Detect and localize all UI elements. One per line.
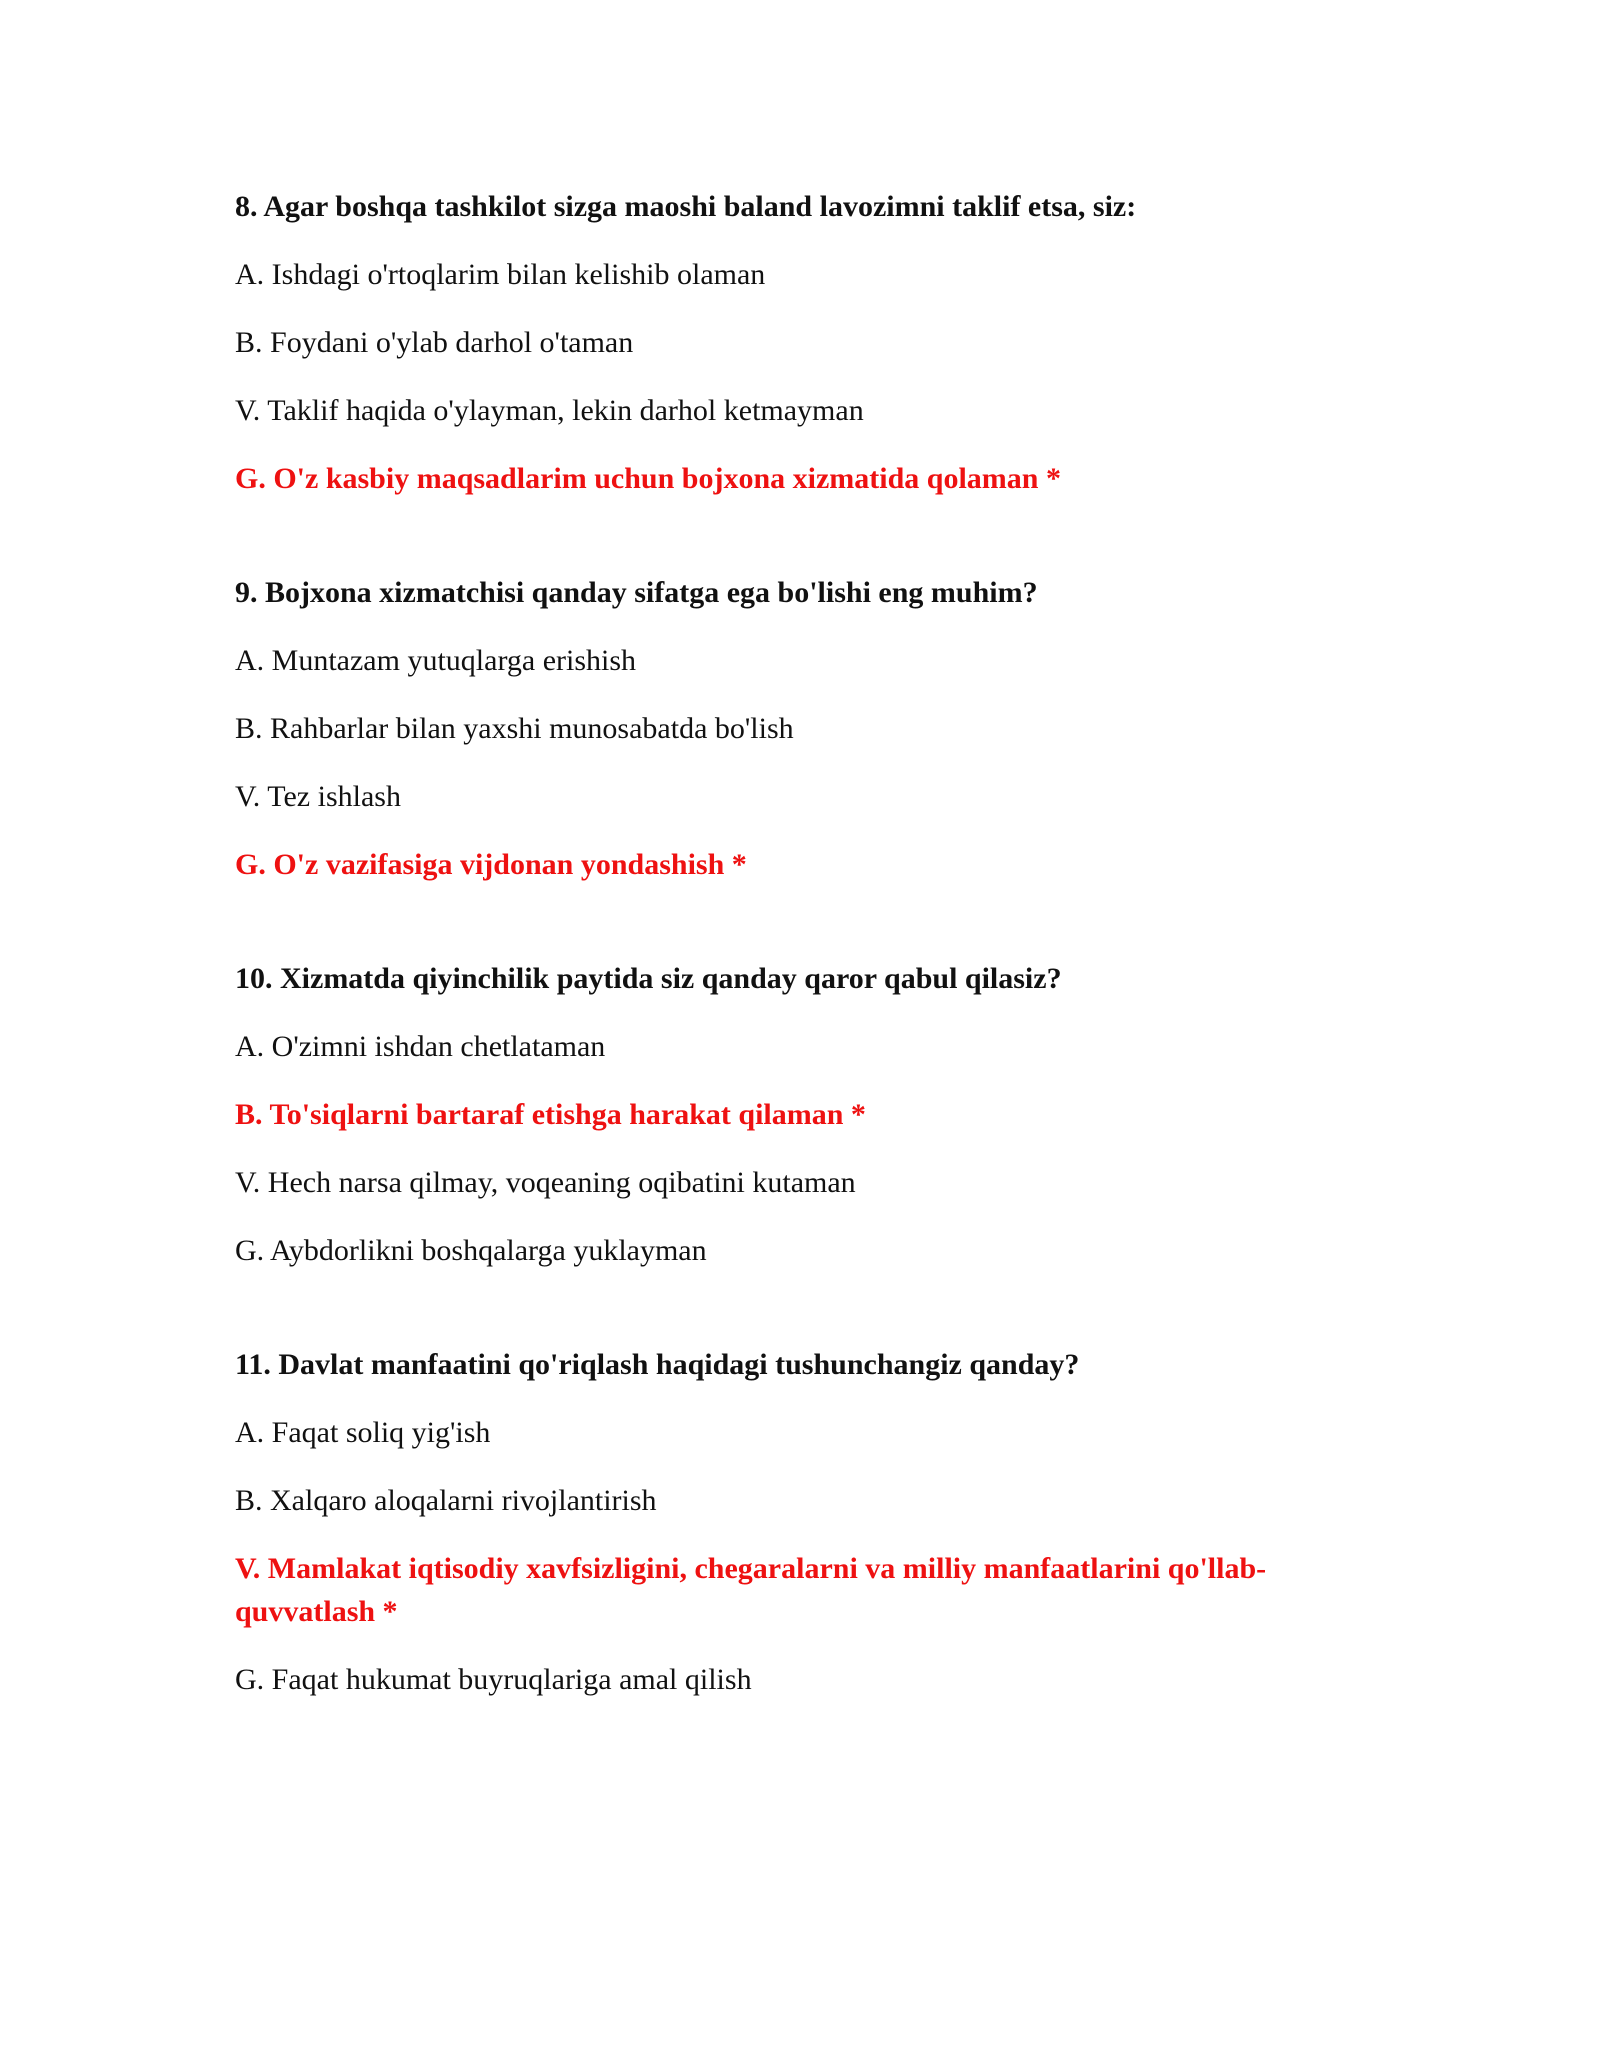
answer-option: V. Hech narsa qilmay, voqeaning oqibatini kutaman [235,1166,856,1199]
answer-option: V. Tez ishlash [235,780,401,813]
question-text: 10. Xizmatda qiyinchilik paytida siz qanday qaror qabul qilasiz? [235,962,1062,995]
answer-option: G. Aybdorlikni boshqalarga yuklayman [235,1234,707,1267]
answer-option: B. Xalqaro aloqalarni rivojlantirish [235,1484,657,1517]
answer-option: A. Ishdagi o'rtoqlarim bilan kelishib olaman [235,258,766,291]
question-block [235,571,1375,886]
correct-answer-option: V. Mamlakat iqtisodiy xavfsizligini, chegaralarni va milliy manfaatlarini qo'llab-quvvatlash * [235,1552,1267,1628]
question-block [235,185,1375,500]
answer-option: B. Rahbarlar bilan yaxshi munosabatda bo'lish [235,712,794,745]
answer-option: G. Faqat hukumat buyruqlariga amal qilish [235,1663,752,1696]
correct-answer-option: G. O'z vazifasiga vijdonan yondashish * [235,848,747,881]
answer-option: A. Faqat soliq yig'ish [235,1416,491,1449]
question-text: 11. Davlat manfaatini qo'riqlash haqidagi tushunchangiz qanday? [235,1348,1080,1381]
answer-option: A. O'zimni ishdan chetlataman [235,1030,606,1063]
question-block [235,957,1375,1272]
question-block [235,1343,1375,1701]
correct-answer-option: B. To'siqlarni bartaraf etishga harakat qilaman * [235,1098,866,1131]
correct-answer-option: G. O'z kasbiy maqsadlarim uchun bojxona xizmatida qolaman * [235,462,1061,495]
question-text: 9. Bojxona xizmatchisi qanday sifatga ega bo'lishi eng muhim? [235,576,1038,609]
answer-option: A. Muntazam yutuqlarga erishish [235,644,637,677]
answer-option: V. Taklif haqida o'ylayman, lekin darhol ketmayman [235,394,864,427]
question-text: 8. Agar boshqa tashkilot sizga maoshi baland lavozimni taklif etsa, siz: [235,190,1137,223]
answer-option: B. Foydani o'ylab darhol o'taman [235,326,634,359]
document-page [235,185,1375,1701]
